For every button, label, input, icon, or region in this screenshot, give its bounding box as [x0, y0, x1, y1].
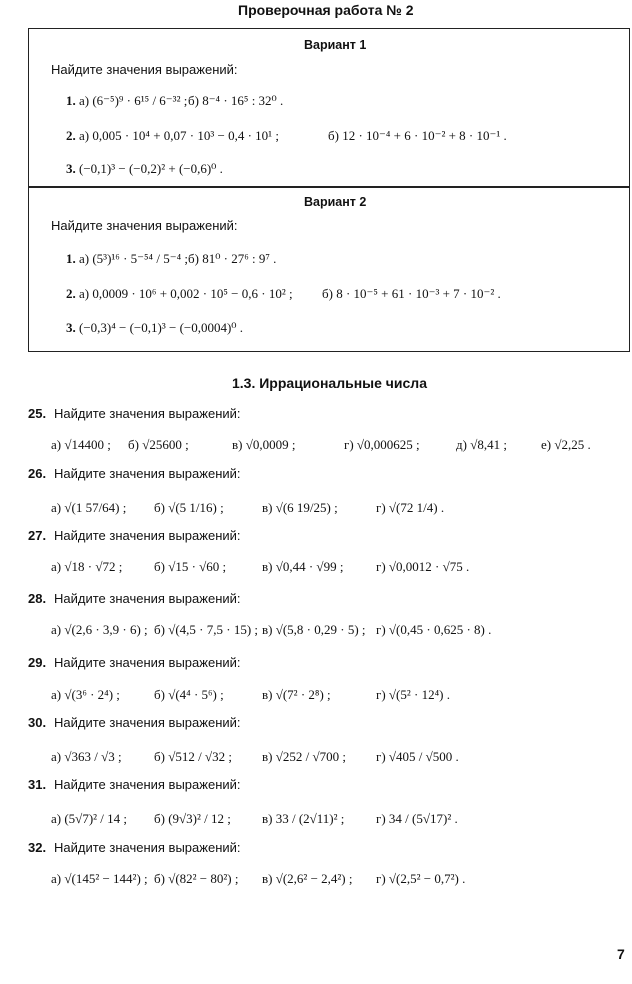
item-number: 3.: [66, 320, 76, 335]
exercise-part: б) √15 · √60 ;: [154, 559, 227, 574]
item-part-a: а) (6⁻⁵)⁹ · 6¹⁵ / 6⁻³² ;: [79, 93, 188, 108]
item-part-a: (−0,3)⁴ − (−0,1)³ − (−0,0004)⁰ .: [79, 320, 244, 335]
exercise-prompt: Найдите значения выражений:: [54, 777, 241, 792]
exercise-part: в) 33 / (2√11)² ;: [262, 811, 345, 826]
exercise-part: г) √0,0012 · √75 .: [376, 559, 470, 574]
exercise-part: б) √512 / √32 ;: [154, 749, 232, 764]
exercise-number: 26.: [28, 466, 47, 481]
item-number: 3.: [66, 161, 76, 176]
exercise-number: 30.: [28, 715, 47, 730]
exercise-part: г) √(72 1/4) .: [376, 500, 445, 515]
item-part-a: а) 0,005 · 10⁴ + 0,07 · 10³ − 0,4 · 10¹ ;: [79, 128, 279, 143]
exercise-part: в) √(2,6² − 2,4²) ;: [262, 871, 353, 886]
exercise-part: а) √(3⁶ · 2⁴) ;: [51, 687, 120, 702]
section-title: 1.3. Иррациональные числа: [232, 375, 427, 391]
exercise-part: г) √(5² · 12⁴) .: [376, 687, 450, 702]
variant-2-heading: Вариант 2: [304, 195, 367, 209]
exercise-part: г) 34 / (5√17)² .: [376, 811, 458, 826]
variant-1-heading: Вариант 1: [304, 38, 367, 52]
exercise-part: в) √252 / √700 ;: [262, 749, 346, 764]
exercise-number: 27.: [28, 528, 47, 543]
exercise-part: в) √(6 19/25) ;: [262, 500, 338, 515]
exercise-prompt: Найдите значения выражений:: [54, 840, 241, 855]
variant-2-item-3: [66, 320, 243, 336]
exercise-part: г) √405 / √500 .: [376, 749, 459, 764]
exercise-part: б) (9√3)² / 12 ;: [154, 811, 231, 826]
exercise-part: б) √(4,5 · 7,5 · 15) ;: [154, 622, 259, 637]
exercise-number: 31.: [28, 777, 47, 792]
variant-1-item-1: [66, 93, 187, 109]
exercise-part: а) √(1 57/64) ;: [51, 500, 127, 515]
exercise-part: а) √14400 ;: [51, 437, 111, 452]
variant-1-item-3: [66, 161, 223, 177]
exercise-part: г) √0,000625 ;: [344, 437, 420, 452]
variant-2-item-2: [66, 286, 293, 302]
exercise-part: а) √(145² − 144²) ;: [51, 871, 148, 886]
item-part-a: а) 0,0009 · 10⁶ + 0,002 · 10⁵ − 0,6 · 10² ;: [79, 286, 293, 301]
exercise-part: е) √2,25 .: [541, 437, 591, 452]
exercise-part: в) √(7² · 2⁸) ;: [262, 687, 331, 702]
exercise-part: в) √0,0009 ;: [232, 437, 296, 452]
exercise-prompt: Найдите значения выражений:: [54, 655, 241, 670]
page-number: 7: [617, 946, 625, 962]
exercise-prompt: Найдите значения выражений:: [54, 466, 241, 481]
exercise-part: а) √18 · √72 ;: [51, 559, 123, 574]
exercise-part: г) √(2,5² − 0,7²) .: [376, 871, 466, 886]
variant-2-instruction: Найдите значения выражений:: [51, 218, 238, 233]
exercise-part: в) √(5,8 · 0,29 · 5) ;: [262, 622, 366, 637]
exercise-prompt: Найдите значения выражений:: [54, 591, 241, 606]
exercise-part: а) (5√7)² / 14 ;: [51, 811, 128, 826]
exercise-number: 32.: [28, 840, 47, 855]
exercise-prompt: Найдите значения выражений:: [54, 715, 241, 730]
variant-1-instruction: Найдите значения выражений:: [51, 62, 238, 77]
exercise-part: а) √363 / √3 ;: [51, 749, 122, 764]
exercise-part: б) √25600 ;: [128, 437, 189, 452]
variant-2-item-1: [66, 251, 188, 267]
variant-1-item-1-b: б) 8⁻⁴ · 16⁵ : 32⁰ .: [188, 93, 284, 108]
exercise-prompt: Найдите значения выражений:: [54, 528, 241, 543]
exercise-part: г) √(0,45 · 0,625 · 8) .: [376, 622, 492, 637]
exercise-part: в) √0,44 · √99 ;: [262, 559, 344, 574]
exercise-part: б) √(4⁴ · 5⁶) ;: [154, 687, 224, 702]
exercise-number: 28.: [28, 591, 47, 606]
variant-1-item-2: [66, 128, 279, 144]
item-number: 2.: [66, 286, 76, 301]
item-part-a: а) (5³)¹⁶ · 5⁻⁵⁴ / 5⁻⁴ ;: [79, 251, 188, 266]
variant-2-item-1-b: б) 81⁰ · 27⁶ : 9⁷ .: [188, 251, 277, 266]
exercise-part: б) √(82² − 80²) ;: [154, 871, 239, 886]
exercise-number: 29.: [28, 655, 47, 670]
page-title: Проверочная работа № 2: [238, 2, 414, 18]
exercise-part: д) √8,41 ;: [456, 437, 507, 452]
variant-2-item-2-b: б) 8 · 10⁻⁵ + 61 · 10⁻³ + 7 · 10⁻² .: [322, 286, 501, 301]
exercise-part: а) √(2,6 · 3,9 · 6) ;: [51, 622, 148, 637]
item-part-a: (−0,1)³ − (−0,2)² + (−0,6)⁰ .: [79, 161, 223, 176]
item-number: 2.: [66, 128, 76, 143]
exercise-prompt: Найдите значения выражений:: [54, 406, 241, 421]
exercise-part: б) √(5 1/16) ;: [154, 500, 224, 515]
exercise-number: 25.: [28, 406, 47, 421]
item-number: 1.: [66, 93, 76, 108]
variant-1-item-2-b: б) 12 · 10⁻⁴ + 6 · 10⁻² + 8 · 10⁻¹ .: [328, 128, 507, 143]
item-number: 1.: [66, 251, 76, 266]
